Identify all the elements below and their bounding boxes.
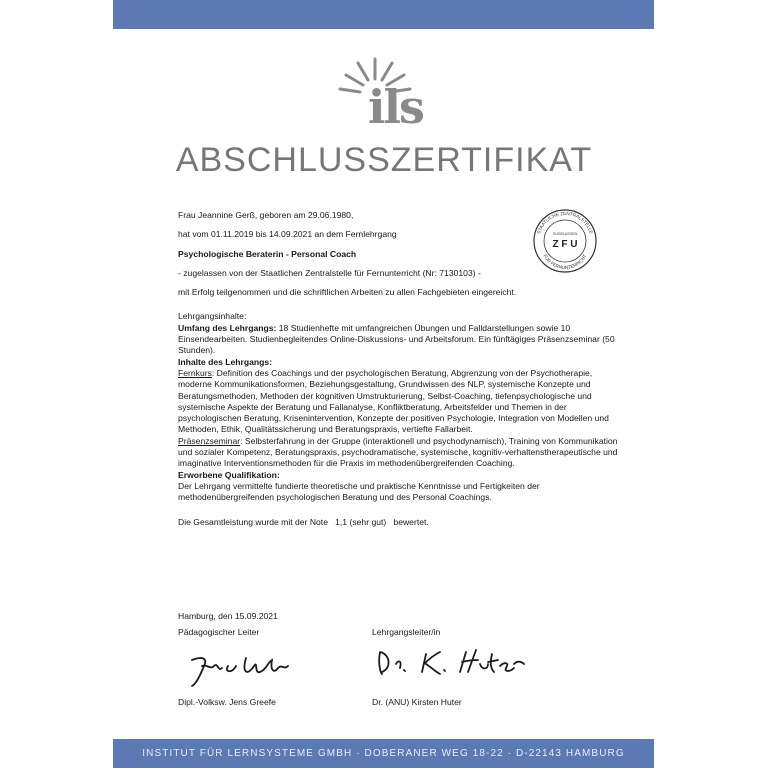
intro-line-3: - zugelassen von der Staatlichen Zentralstelle für Fernunterricht (Nr: 7130103) -	[178, 267, 481, 278]
seal-bottom-text: FÜR FERNUNTERRICHT	[542, 253, 588, 271]
content-heading: Inhalte des Lehrgangs:	[178, 356, 273, 367]
contents-label: Lehrgangsinhalte:	[178, 311, 247, 322]
course-name: Psychologische Beraterin - Personal Coach	[178, 248, 357, 259]
grade-line: Die Gesamtleistung wurde mit der Note 1,1 (sehr gut) bewertet.	[178, 516, 429, 527]
place-date: Hamburg, den 15.09.2021	[178, 611, 278, 621]
scope-heading: Umfang des Lehrgangs:	[178, 322, 277, 333]
left-signer-name: Dipl.-Volksw. Jens Greefe	[178, 697, 276, 707]
right-signer-role: Lehrgangsleiter/in	[372, 627, 441, 637]
fernkurs-text: : Definition des Coachings und der psychologischen Beratung, Abgrenzung von der Psychotherapie, moderne Kommunikationsformen, Beziehungsgestaltung, Grundwissen des NLP, systemische Konzepte und Beratungsmethoden, Methoden der kognitiven Umstrukturierung, Selbst-Coaching, tiefenpsychologische und systemische Aspekte der Beratung und Fallanalyse, Konfliktberatung, Arbeitsfelder und Themen in der psychologischen Beratung, Krisenintervention, Konzepte der positiven Psychologie, Integration von Modellen und Methoden, Ethik, Qualitätssicherung und Beratungspraxis, vertiefte Fallarbeit.	[178, 367, 609, 435]
right-signature	[374, 646, 534, 680]
seal-letters: Z F U	[552, 239, 578, 250]
certificate-body	[178, 210, 618, 528]
qualification-text: Der Lehrgang vermittelte fundierte theoretische und praktische Kenntnisse und Fertigkeiten der methodenübergreifenden psychologischen Beratung und des Personal Coachings.	[178, 480, 540, 503]
logo-text: ils	[368, 80, 423, 134]
qualification-heading: Erworbene Qualifikation:	[178, 469, 280, 480]
seal-top-text: STAATLICHE ZENTRALSTELLE	[536, 210, 594, 235]
left-signer-role: Pädagogischer Leiter	[178, 627, 260, 637]
page-title: ABSCHLUSSZERTIFIKAT	[175, 141, 593, 179]
intro-line-4: mit Erfolg teilgenommen und die schriftlichen Arbeiten zu allen Fachgebieten eingereicht.	[178, 287, 517, 298]
seminar-label: Präsenzseminar	[178, 435, 241, 446]
seal-small-text: ZUGELASSEN	[552, 232, 578, 236]
left-signature	[188, 652, 298, 690]
fernkurs-label: Fernkurs	[178, 367, 212, 378]
right-signer-name: Dr. (ANU) Kirsten Huter	[372, 697, 462, 707]
scope-text: 18 Studienhefte mit umfangreichen Übungen und Falldarstellungen sowie 10 Einsendearbeiten. Studienbegleitendes Online-Diskussions- und Arbeitsforum. Ein fünftägiges Präsenzseminar (50 Stunden).	[178, 322, 615, 356]
top-band	[113, 0, 654, 29]
intro-line-2: hat vom 01.11.2019 bis 14.09.2021 an dem Fernlehrgang	[178, 229, 397, 240]
intro-line-1: Frau Jeannine Gerß, geboren am 29.06.1980,	[178, 210, 354, 220]
footer-band: INSTITUT FÜR LERNSYSTEME GMBH · DOBERANER WEG 18-22 · D-22143 HAMBURG	[113, 739, 654, 768]
seminar-text: : Selbsterfahrung in der Gruppe (interaktionell und psychodynamisch), Training von Kommunikation und sozialer Kompetenz, Beratungspraxis, psychodramatische, systemische, kognitiv-verhaltenstherapeutische und imaginative Interventionsmethoden für die Praxis im methodenübergreifenden Coaching.	[178, 435, 618, 469]
